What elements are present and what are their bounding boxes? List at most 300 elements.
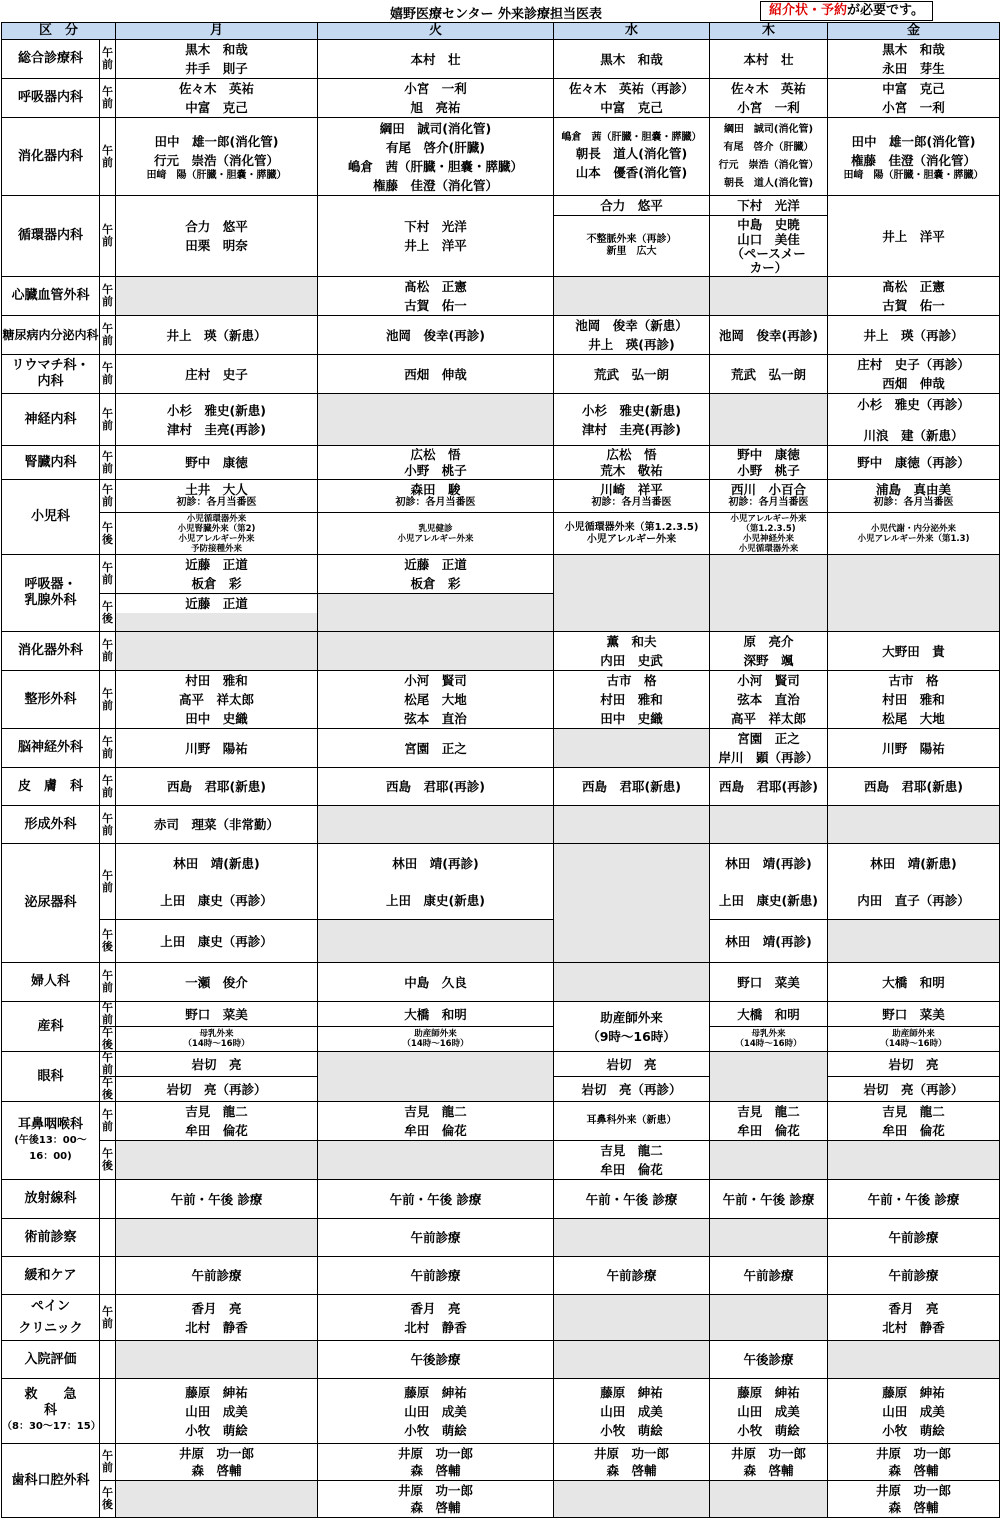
cell-line: 山田 成美 (737, 1403, 800, 1419)
resp-thu (710, 79, 828, 118)
cell-line: 小児循環器外来 (186, 513, 247, 524)
general-tue (318, 40, 554, 79)
cell-line: 原 亮介 (743, 634, 794, 649)
plastic-fri (828, 806, 1000, 844)
radio-tue: 午前・午後 診療 (318, 1180, 554, 1219)
cvs-fri (828, 277, 1000, 316)
cvs-thu (710, 277, 828, 316)
cell-line: 山田 成美 (882, 1403, 945, 1419)
cardio-thu (710, 216, 828, 277)
row-ent-am (2, 1102, 1000, 1141)
ortho-mon (116, 671, 318, 729)
dept-gyn: 婦人科 (2, 963, 100, 1002)
ortho-fri (828, 671, 1000, 729)
cell-line: 下村 光洋 (404, 219, 467, 234)
schedule-table (1, 22, 1000, 1518)
neurosurg-fri (828, 729, 1000, 768)
general-fri (828, 40, 1000, 79)
row-diab (2, 316, 1000, 355)
cell-line: （9時～16時） (587, 1028, 676, 1044)
cell-line: 田中 史織 (185, 711, 248, 726)
cell-line: (午後13：00～ (14, 1134, 87, 1146)
cell-line: 山田 成美 (404, 1403, 467, 1419)
cell-line: リウマチ科・ (11, 358, 90, 373)
dept-peds: 小児科 (2, 480, 100, 555)
col-header-wed: 水 (554, 23, 710, 40)
period-am: 午前 (100, 768, 116, 806)
period-am: 午前 (100, 1102, 116, 1141)
admit-mon (116, 1341, 318, 1379)
cell-line: 小児アレルギー外来 (730, 513, 807, 524)
cell-line: 西島 君耶(新患) (167, 779, 266, 794)
cell-line: 乳腺外科 (24, 593, 77, 608)
dept-rheum (2, 355, 100, 394)
neurosurg-tue (318, 729, 554, 768)
row-gisurg (2, 632, 1000, 671)
cell-line: 救 急 (24, 1387, 77, 1402)
cell-line: 小児代謝・内分泌外来 (871, 523, 957, 534)
admit-thu: 午後診療 (710, 1341, 828, 1379)
cell-line: 小野 桃子 (404, 462, 467, 478)
cell-line: 小野 桃子 (737, 462, 800, 478)
cell-line: 大橋 和明 (882, 974, 945, 990)
cell-line: （14時～16時） (880, 1039, 947, 1049)
row-neurosurg (2, 729, 1000, 768)
cell-line: 本村 壮 (410, 51, 461, 67)
cell-line: 森 啓輔 (606, 1463, 657, 1478)
cell-line: 松尾 大地 (882, 711, 945, 726)
dept-general: 総合診療科 (2, 40, 100, 79)
cell-line: 田﨑 陽（肝臓・胆嚢・膵臓） (146, 169, 287, 181)
cell-line: 不整脈外来（再診） (586, 234, 677, 245)
cell-line: 田栗 明奈 (185, 238, 248, 253)
neuro-tue (318, 394, 554, 446)
cell-line: 井原 功一郎 (398, 1446, 474, 1461)
cell-line: 初診：各月当番医 (728, 497, 809, 508)
cell-line: 川野 陽祐 (185, 740, 248, 756)
cell-line: 宮園 正之 (737, 731, 800, 746)
row-gastro (2, 118, 1000, 196)
cell-line: 吉見 龍二 (600, 1143, 663, 1158)
obs-pm-thu (710, 1027, 828, 1052)
cell-line: 初診：各月当番医 (591, 497, 672, 508)
nephro-wed (554, 446, 710, 480)
period-blank (100, 1257, 116, 1295)
uro-am-tue (318, 844, 554, 920)
nephro-mon (116, 446, 318, 480)
ent-pm-tue (318, 1141, 554, 1180)
eye-am-wed: 岩切 亮 (554, 1052, 710, 1077)
cell-line: 黒木 和哉 (185, 42, 248, 57)
cardio-wed (554, 216, 710, 277)
cvs-wed (554, 277, 710, 316)
cell-line: 予防接種外来 (191, 543, 243, 554)
obs-wed (554, 1002, 710, 1052)
period-pm: 午後 (100, 1077, 116, 1102)
cell-line: 16：00) (29, 1150, 72, 1162)
cell-line: 井原 功一郎 (876, 1483, 952, 1498)
cell-line: 牟田 倫花 (404, 1123, 467, 1138)
cell-line: 綱田 誠司(消化管) (379, 120, 492, 136)
cell-line: 嶋倉 茜（肝臓・胆嚢・膵臓） (348, 158, 524, 174)
row-general (2, 40, 1000, 79)
breast-thu (710, 555, 828, 632)
cell-line: 森 啓輔 (410, 1500, 461, 1515)
preop-tue: 午前診療 (318, 1219, 554, 1257)
row-plastic (2, 806, 1000, 844)
cell-line: 権藤 佳澄（消化管） (373, 177, 499, 193)
cell-line: 田中 雄一郎(消化管) (851, 133, 976, 149)
admit-fri (828, 1341, 1000, 1379)
row-obs-pm (2, 1027, 1000, 1052)
col-header-thu: 木 (710, 23, 828, 40)
cell-line: 井上 瑛(再診) (588, 337, 675, 352)
cell-line: 小杉 雅史(新患) (167, 402, 266, 418)
cell-line: 藤原 紳祐 (404, 1384, 467, 1400)
er-tue (318, 1379, 554, 1444)
plastic-thu (710, 806, 828, 844)
row-uro-pm (2, 920, 1000, 963)
cell-line: 井原 功一郎 (731, 1446, 807, 1461)
cell-line: 田中 史織 (600, 711, 663, 726)
cell-line: 内科 (37, 374, 64, 389)
cell-line: 庄村 史子 (185, 366, 248, 382)
cell-line: 内田 直子（再診） (857, 892, 970, 908)
gyn-fri (828, 963, 1000, 1002)
cell-line: 林田 靖(再診) (725, 933, 812, 949)
cell-line: 川崎 祥平 (600, 482, 663, 497)
preop-mon (116, 1219, 318, 1257)
cell-line: 藤原 紳祐 (882, 1384, 945, 1400)
cell-line: 荒武 弘一朗 (594, 366, 670, 382)
gyn-thu (710, 963, 828, 1002)
peds-am-tue (318, 480, 554, 513)
peds-pm-fri (828, 513, 1000, 555)
row-peds-pm (2, 513, 1000, 555)
cell-line: 広松 悟 (410, 446, 461, 462)
period-pm: 午後 (100, 1027, 116, 1052)
obs-am-fri: 野口 菜美 (828, 1002, 1000, 1027)
gisurg-thu (710, 632, 828, 671)
peds-pm-thu (710, 513, 828, 555)
pain-fri (828, 1295, 1000, 1341)
neurosurg-wed (554, 729, 710, 768)
rheum-thu (710, 355, 828, 394)
cell-line: 土井 大人 (185, 482, 248, 497)
cell-line: 呼吸器・ (24, 577, 77, 592)
cell-line: 永田 芽生 (882, 61, 945, 76)
cell-line: 深野 颯 (743, 653, 794, 668)
cell-line: 高平 祥太郎 (731, 711, 807, 726)
cell-line: 一瀬 俊介 (185, 974, 248, 990)
dental-am-tue (318, 1444, 554, 1481)
period-am: 午前 (100, 632, 116, 671)
uro-am-mon (116, 844, 318, 920)
plastic-wed (554, 806, 710, 844)
ortho-thu (710, 671, 828, 729)
cell-line: 牟田 倫花 (600, 1162, 663, 1177)
pain-wed (554, 1295, 710, 1341)
cell-line: 森 啓輔 (191, 1463, 242, 1478)
breast-wed (554, 555, 710, 632)
cell-line: 初診：各月当番医 (395, 497, 476, 508)
diab-mon (116, 316, 318, 355)
obs-pm-fri (828, 1027, 1000, 1052)
col-header-tue: 火 (318, 23, 554, 40)
cell-line: 有尾 啓介（肝臓） (723, 141, 814, 153)
row-ortho (2, 671, 1000, 729)
diab-wed (554, 316, 710, 355)
cell-line: 西川 小百合 (731, 482, 807, 497)
period-blank (100, 1180, 116, 1219)
cell-line: 吉見 龍二 (882, 1104, 945, 1119)
cell-line: 吉見 龍二 (737, 1104, 800, 1119)
page-header (0, 0, 1000, 22)
preop-thu (710, 1219, 828, 1257)
rheum-wed (554, 355, 710, 394)
cell-line: 野中 康徳（再診） (857, 455, 970, 470)
cvs-mon (116, 277, 318, 316)
er-thu (710, 1379, 828, 1444)
cell-line: 村田 雅和 (185, 673, 248, 688)
period-am: 午前 (100, 277, 116, 316)
cell-line: 川浪 建（新患） (863, 427, 964, 443)
uro-pm-mon (116, 920, 318, 963)
col-header-fri: 金 (828, 23, 1000, 40)
cell-line: 新里 広大 (606, 246, 657, 257)
dental-pm-fri (828, 1481, 1000, 1518)
cell-line: 北村 静香 (404, 1319, 467, 1335)
cell-line: （14時～16時） (183, 1039, 250, 1049)
rheum-mon (116, 355, 318, 394)
obs-am-mon: 野口 菜美 (116, 1002, 318, 1027)
eye-pm-wed: 岩切 亮（再診） (554, 1077, 710, 1102)
period-am: 午前 (100, 118, 116, 196)
eye-tue (318, 1052, 554, 1102)
admit-wed (554, 1341, 710, 1379)
ent-am-thu (710, 1102, 828, 1141)
resp-tue (318, 79, 554, 118)
cell-line: 母乳外来 (751, 1029, 786, 1039)
cell-line: 小児アレルギー外来 (178, 533, 255, 544)
breast-pm-mon (116, 594, 318, 632)
col-header-category: 区 分 (2, 23, 116, 40)
cell-line: 荒木 敬祐 (600, 462, 663, 478)
dental-pm-mon (116, 1481, 318, 1518)
general-thu (710, 40, 828, 79)
cell-line: 古市 格 (888, 673, 939, 688)
period-blank (100, 1379, 116, 1444)
radio-wed: 午前・午後 診療 (554, 1180, 710, 1219)
dept-radio: 放射線科 (2, 1180, 100, 1219)
dental-am-wed (554, 1444, 710, 1481)
eye-am-fri: 岩切 亮 (828, 1052, 1000, 1077)
cell-line: （14時～16時） (402, 1039, 469, 1049)
peds-am-wed (554, 480, 710, 513)
peds-am-fri (828, 480, 1000, 513)
dept-admit: 入院評価 (2, 1341, 100, 1379)
dental-pm-tue (318, 1481, 554, 1518)
cell-line: 黒木 和哉 (882, 42, 945, 57)
period-am: 午前 (100, 671, 116, 729)
cell-line: 中富 克己 (600, 100, 663, 115)
period-am: 午前 (100, 394, 116, 446)
cell-line: 小牧 萌絵 (185, 1422, 248, 1438)
dept-gastro: 消化器内科 (2, 118, 100, 196)
cell-line: 山田 成美 (600, 1403, 663, 1419)
period-am: 午前 (100, 1444, 116, 1481)
cell-line: （第1.2.3.5) (741, 523, 796, 534)
period-pm: 午後 (100, 1141, 116, 1180)
ent-am-tue (318, 1102, 554, 1141)
cell-line: 井原 功一郎 (594, 1446, 670, 1461)
cell-line: 松尾 大地 (404, 692, 467, 707)
period-am: 午前 (100, 963, 116, 1002)
cell-line: カー） (749, 260, 788, 275)
cell-line: 北村 静香 (882, 1319, 945, 1335)
cell-line: 林田 靖(新患) (173, 855, 260, 871)
row-peds-am (2, 480, 1000, 513)
cell-line: 津村 圭亮(再診) (582, 421, 681, 437)
cell-line: 内田 史武 (600, 653, 663, 668)
cell-line: 小宮 一利 (882, 100, 945, 115)
breast-fri (828, 555, 1000, 632)
peds-pm-wed (554, 513, 710, 555)
gisurg-mon (116, 632, 318, 671)
cell-line: 近藤 正道 (404, 557, 467, 572)
palliative-wed: 午前診療 (554, 1257, 710, 1295)
cell-line: 香月 亮 (888, 1300, 939, 1316)
ent-am-fri (828, 1102, 1000, 1141)
notice-red-text: 紹介状・予約 (769, 3, 848, 18)
period-am: 午前 (100, 1295, 116, 1341)
cell-line: 小児循環器外来 (738, 543, 799, 554)
dept-neurosurg: 脳神経外科 (2, 729, 100, 768)
cell-line: 中島 史暁 (737, 217, 800, 232)
dept-dental: 歯科口腔外科 (2, 1444, 100, 1518)
gyn-mon (116, 963, 318, 1002)
cell-line: 広松 悟 (606, 446, 657, 462)
cell-line: 西畑 伸哉 (404, 366, 467, 382)
er-wed (554, 1379, 710, 1444)
obs-pm-tue (318, 1027, 554, 1052)
cell-line: 村田 雅和 (882, 692, 945, 707)
cell-line: 科 (43, 1403, 57, 1418)
rheum-tue (318, 355, 554, 394)
cell-line: 耳鼻科外来（新患） (586, 1115, 677, 1126)
cell-line: 藤原 紳祐 (737, 1384, 800, 1400)
cell-line: 井原 功一郎 (398, 1483, 474, 1498)
cell-line: 嶋倉 茜（肝臓・胆嚢・膵臓） (561, 131, 702, 143)
row-nephro (2, 446, 1000, 480)
dental-pm-thu (710, 1481, 828, 1518)
ent-pm-thu (710, 1141, 828, 1180)
cell-line: 小児神経外来 (743, 533, 795, 544)
cell-line: 弦本 直治 (737, 692, 800, 707)
gisurg-wed (554, 632, 710, 671)
derm-fri (828, 768, 1000, 806)
cell-line: 上田 康史(新患) (719, 892, 818, 908)
cell-line: 林田 靖(再診) (725, 855, 812, 871)
uro-wed (554, 844, 710, 963)
dept-uro: 泌尿器科 (2, 844, 100, 963)
cell-line: 古賀 佑一 (404, 298, 467, 313)
gastro-fri (828, 118, 1000, 196)
cell-line: 村田 雅和 (600, 692, 663, 707)
nephro-fri (828, 446, 1000, 480)
period-am: 午前 (100, 555, 116, 594)
dept-palliative: 緩和ケア (2, 1257, 100, 1295)
cell-line: 小牧 萌絵 (737, 1422, 800, 1438)
dept-obs: 産科 (2, 1002, 100, 1052)
cell-line: 井上 瑛（再診） (863, 327, 964, 343)
cell-line: 井上 洋平 (882, 228, 945, 244)
dept-cvs: 心臓血管外科 (2, 277, 100, 316)
cell-line: 山田 成美 (185, 1403, 248, 1419)
cell-line: 古市 格 (606, 673, 657, 688)
col-header-mon: 月 (116, 23, 318, 40)
cardio-thu-top: 下村 光洋 (710, 196, 828, 216)
period-am: 午前 (100, 196, 116, 277)
cell-line: 牟田 倫花 (185, 1123, 248, 1138)
dept-pain (2, 1295, 100, 1341)
neurosurg-mon (116, 729, 318, 768)
cell-line: 旭 亮祐 (410, 100, 461, 115)
cell-line: 小河 賢司 (737, 673, 800, 688)
row-dental-am (2, 1444, 1000, 1481)
cell-line: 乳児健診 (418, 523, 453, 534)
obs-pm-mon (116, 1027, 318, 1052)
cell-line: 薫 和夫 (606, 634, 657, 649)
cell-line: 森 啓輔 (888, 1500, 939, 1515)
cell-line: 大野田 貴 (882, 643, 945, 659)
resp-wed (554, 79, 710, 118)
neuro-fri (828, 394, 1000, 446)
cell-line: 小宮 一利 (404, 81, 467, 96)
cell-line: 藤原 紳祐 (185, 1384, 248, 1400)
peds-am-mon (116, 480, 318, 513)
cell-line: 森 啓輔 (410, 1463, 461, 1478)
gastro-mon (116, 118, 318, 196)
cell-line: 井上 瑛（新患） (166, 327, 267, 343)
dept-preop: 術前診察 (2, 1219, 100, 1257)
cell-line: 板倉 彩 (410, 576, 461, 591)
dental-am-mon (116, 1444, 318, 1481)
er-mon (116, 1379, 318, 1444)
row-preop (2, 1219, 1000, 1257)
cell-line: ペイン (30, 1298, 70, 1314)
cell-line: 野中 康徳 (737, 446, 800, 462)
cell-line: 野口 菜美 (737, 974, 800, 990)
row-cvs (2, 277, 1000, 316)
cardio-mon (116, 196, 318, 277)
cell-line: 小児循環器外来（第1.2.3.5) (564, 521, 699, 533)
row-palliative (2, 1257, 1000, 1295)
derm-mon (116, 768, 318, 806)
cell-line: 赤司 理菜（非常勤） (154, 817, 280, 832)
row-dental-pm (2, 1481, 1000, 1518)
dept-plastic: 形成外科 (2, 806, 100, 844)
diab-thu (710, 316, 828, 355)
row-eye-am (2, 1052, 1000, 1077)
cell-line: 小宮 一利 (737, 100, 800, 115)
gastro-tue (318, 118, 554, 196)
gastro-wed (554, 118, 710, 196)
cell-line: 森 啓輔 (888, 1463, 939, 1478)
cell-line: （14時～16時） (735, 1039, 802, 1049)
cell-line: 山本 優香(消化管) (575, 164, 688, 180)
cell-line: 弦本 直治 (404, 711, 467, 726)
